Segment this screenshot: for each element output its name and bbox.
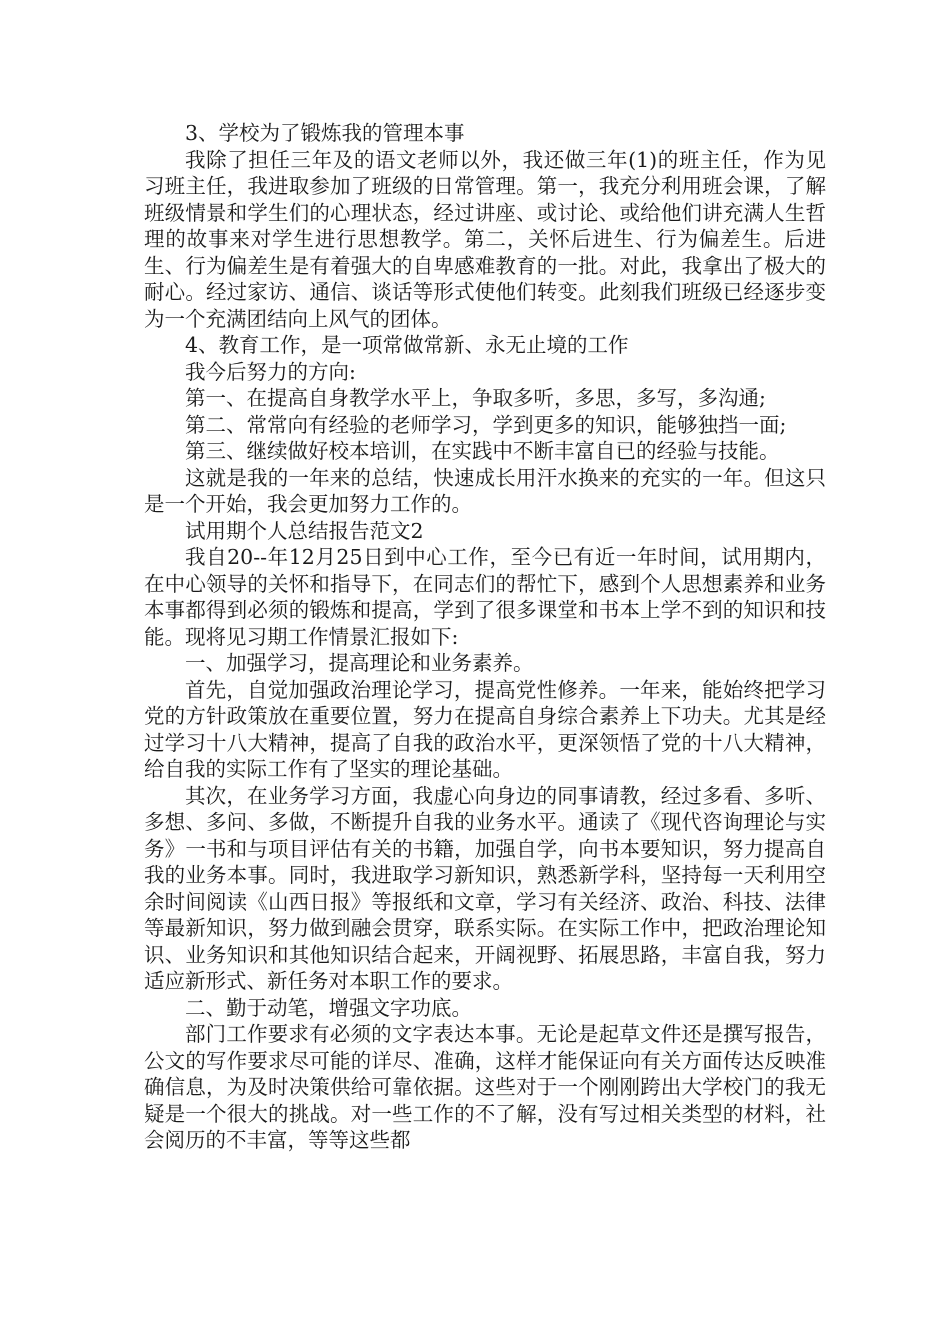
body-paragraph: 部门工作要求有必须的文字表达本事。无论是起草文件还是撰写报告，公文的写作要求尽可能的详尽、准确，这样才能保证向有关方面传达反映准确信息，为及时决策供给可靠依据。这些对于一个刚刚跨出大学校门的我无疑是一个很大的挑战。对一些工作的不了解，没有写过相关类型的材料，社会阅历的不丰富，等等这些都 [144,1022,826,1152]
body-paragraph: 第一、在提高自身教学水平上，争取多听，多思，多写，多沟通; [185,386,766,410]
heading-paragraph: 一、加强学习，提高理论和业务素养。 [185,651,534,675]
heading-paragraph: 二、勤于动笔，增强文字功底。 [185,995,472,1020]
body-paragraph: 这就是我的一年来的总结，快速成长用汗水换来的充实的一年。但这只是一个开始，我会更加努力工作的。 [144,465,826,516]
document-body [144,120,826,1154]
body-paragraph: 我除了担任三年及的语文老师以外，我还做三年(1)的班主任，作为见习班主任，我进取参加了班级的日常管理。第一，我充分利用班会课，了解班级情景和学生们的心理状态，经过讲座、或讨论、或给他们讲充满人生哲理的故事来对学生进行思想教学。第二，关怀后进生、行为偏差生。后进生、行为偏差生是有着强大的自卑感难教育的一批。对此，我拿出了极大的耐心。经过家访、通信、谈话等形式使他们转变。此刻我们班级已经逐步变为一个充满团结向上风气的团体。 [144,147,826,331]
body-paragraph: 我自20--年12月25日到中心工作，至今已有近一年时间，试用期内，在中心领导的关怀和指导下，在同志们的帮忙下，感到个人思想素养和业务本事都得到必须的锻炼和提高，学到了很多课堂和书本上学不到的知识和技能。现将见习期工作情景汇报如下: [144,545,826,649]
heading-paragraph: 3、学校为了锻炼我的管理本事 [185,121,465,145]
body-paragraph: 首先，自觉加强政治理论学习，提高党性修养。一年来，能始终把学习党的方针政策放在重要位置，努力在提高自身综合素养上下功夫。尤其是经过学习十八大精神，提高了自我的政治水平，更深领悟了党的十八大精神，给自我的实际工作有了坚实的理论基础。 [144,677,826,781]
body-paragraph: 第二、常常向有经验的老师学习，学到更多的知识，能够独挡一面; [185,412,787,437]
body-paragraph: 其次，在业务学习方面，我虚心向身边的同事请教，经过多看、多听、多想、多问、多做，不断提升自我的业务水平。通读了《现代咨询理论与实务》一书和与项目评估有关的书籍，加强自学，向书本要知识，努力提高自我的业务本事。同时，我进取学习新知识，熟悉新学科，坚持每一天利用空余时间阅读《山西日报》等报纸和文章，学习有关经济、政治、科技、法律等最新知识，努力做到融会贯穿，联系实际。在实际工作中，把政治理论知识、业务知识和其他知识结合起来，开阔视野、拓展思路，丰富自我，努力适应新形式、新任务对本职工作的要求。 [144,783,826,993]
body-paragraph: 我今后努力的方向: [185,359,356,384]
body-paragraph: 第三、继续做好校本培训，在实践中不断丰富自已的经验与技能。 [185,439,780,463]
heading-paragraph: 4、教育工作，是一项常做常新、永无止境的工作 [185,333,629,357]
section-title: 试用期个人总结报告范文2 [185,518,424,543]
